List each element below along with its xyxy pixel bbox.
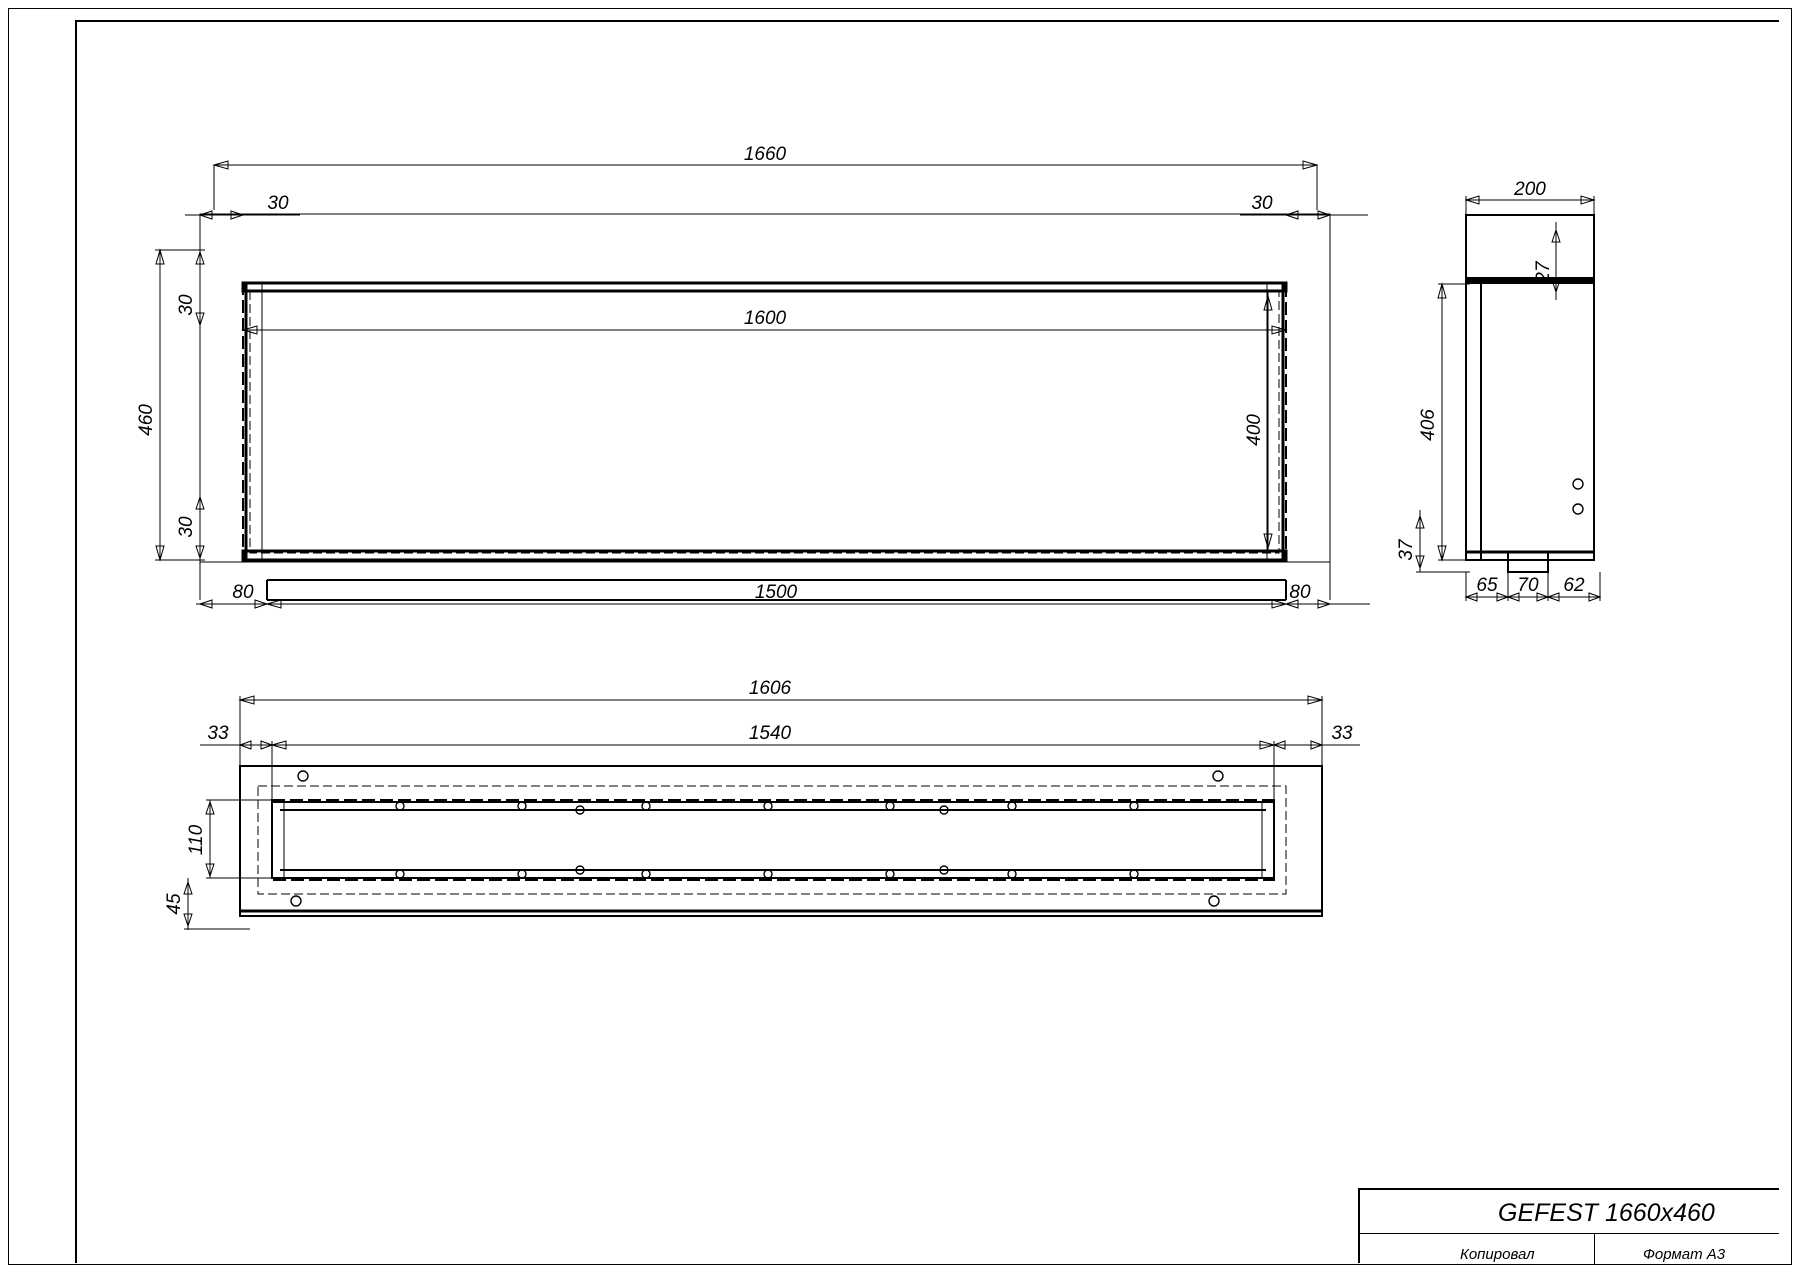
- dim-front-foot-left: 80: [232, 582, 254, 603]
- dim-front-left-offset: 30: [267, 193, 289, 214]
- title-block: [1358, 1188, 1779, 1263]
- copied-label: Копировал: [1460, 1246, 1535, 1263]
- dim-top-overall-length: 1606: [748, 678, 792, 699]
- title-block-row-footer: [1360, 1234, 1779, 1265]
- format-cell: [1595, 1234, 1779, 1265]
- dim-side-seg-left: 65: [1476, 575, 1498, 596]
- top-view: [164, 678, 1360, 930]
- dim-side-depth: 200: [1514, 179, 1546, 200]
- dim-side-bottom-height: 37: [1396, 539, 1417, 561]
- front-view: [136, 144, 1370, 608]
- side-view: [1396, 179, 1600, 601]
- dim-front-overall-height: 460: [136, 404, 157, 436]
- copied-cell: [1360, 1234, 1595, 1265]
- format-label: Формат А3: [1643, 1246, 1726, 1263]
- part-name: GEFEST 1660x460: [1498, 1199, 1715, 1227]
- dim-top-front-depth: 45: [164, 893, 185, 915]
- dim-side-height: 406: [1418, 409, 1439, 441]
- dim-front-overall-width: 1660: [743, 144, 787, 165]
- dim-front-bottom-offset: 30: [176, 516, 197, 538]
- dim-front-foot-right: 80: [1289, 582, 1311, 603]
- dim-top-inner-length: 1540: [748, 723, 792, 744]
- dim-front-top-offset: 30: [176, 294, 197, 316]
- dim-side-top-offset: 27: [1533, 261, 1554, 283]
- title-block-row-name: [1360, 1190, 1779, 1234]
- dim-top-inner-depth: 110: [186, 824, 207, 856]
- dim-top-left-offset: 33: [207, 723, 229, 744]
- dim-top-right-offset: 33: [1331, 723, 1353, 744]
- dim-side-seg-right: 62: [1563, 575, 1585, 596]
- dim-front-right-offset: 30: [1251, 193, 1273, 214]
- dim-front-foot-span: 1500: [754, 582, 798, 603]
- dim-side-seg-mid: 70: [1517, 575, 1539, 596]
- dim-front-inner-height: 400: [1244, 414, 1265, 446]
- dim-front-inner-width: 1600: [743, 308, 787, 329]
